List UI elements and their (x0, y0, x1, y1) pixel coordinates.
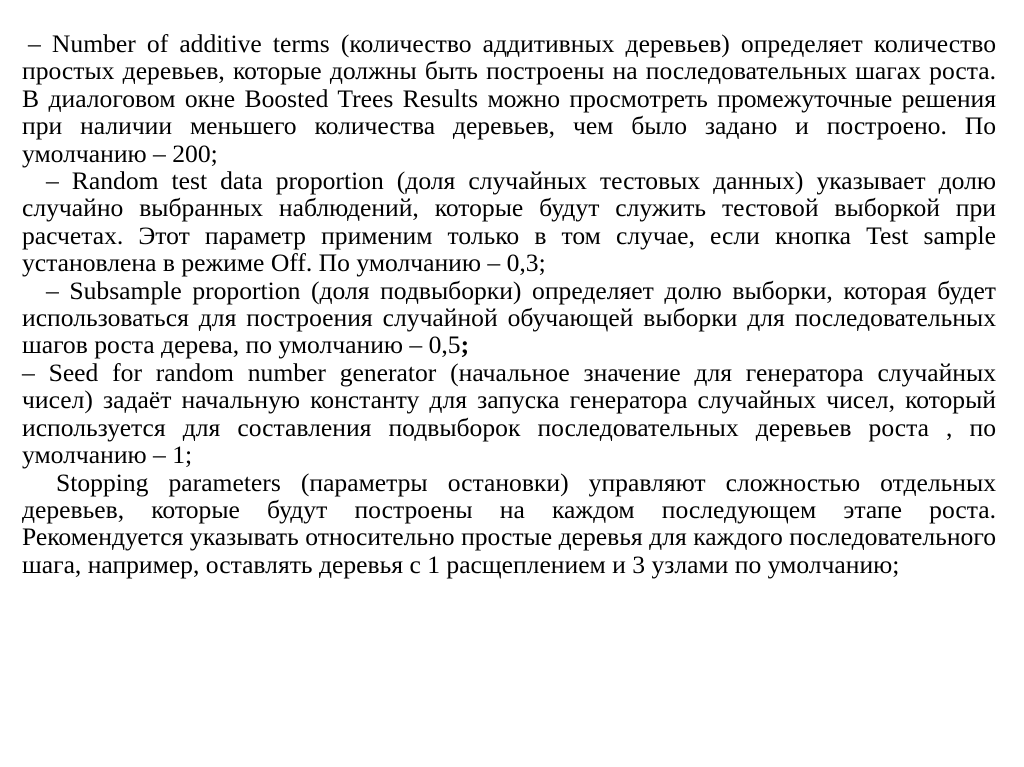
paragraph-text: – Seed for random number generator (начальное значение для генератора случайных чисел) задаёт начальную константу для запуска генератора случайных чисел, который используется для составления подвыборок последовательных деревьев роста , по умолчанию – 1; (22, 357, 996, 470)
paragraph-text: Stopping parameters (параметры остановки) управляют сложностью отдельных деревьев, которые будут построены на каждом последующем этапе роста. Рекомендуется указывать относительно простые деревья для каждого последовательного шага, например, оставлять деревья с 1 расщеплением и 3 узлами по умолчанию; (22, 467, 996, 579)
paragraph-seed-for-random-number-generator (22, 359, 996, 469)
paragraph-text: – Subsample proportion (доля подвыборки) определяет долю выборки, которая будет использоваться для построения случайной обучающей выборки для последовательных шагов роста дерева, по умолчанию – 0,5 (22, 275, 996, 360)
paragraph-bold-suffix: ; (460, 330, 470, 360)
paragraph-number-of-additive-terms (22, 30, 996, 167)
slide-text-body (22, 30, 996, 750)
paragraph-text: – Number of additive terms (количество аддитивных деревьев) определяет количество простых деревьев, которые должны быть построены на последовательных шагах роста. В диалоговом окне Boosted Trees Results можно просмотреть промежуточные решения при наличии меньшего количества деревьев, чем было задано и построено. По умолчанию – 200; (22, 29, 996, 168)
paragraph-text: – Random test data proportion (доля случайных тестовых данных) указывает долю случайно выбранных наблюдений, которые будут служить тестовой выборкой при расчетах. Этот параметр применим только в том случае, если кнопка Test sample установлена в режиме Off. По умолчанию – 0,3; (22, 166, 996, 278)
paragraph-random-test-data-proportion (22, 167, 996, 277)
paragraph-subsample-proportion (22, 277, 996, 359)
paragraph-stopping-parameters (22, 469, 996, 579)
